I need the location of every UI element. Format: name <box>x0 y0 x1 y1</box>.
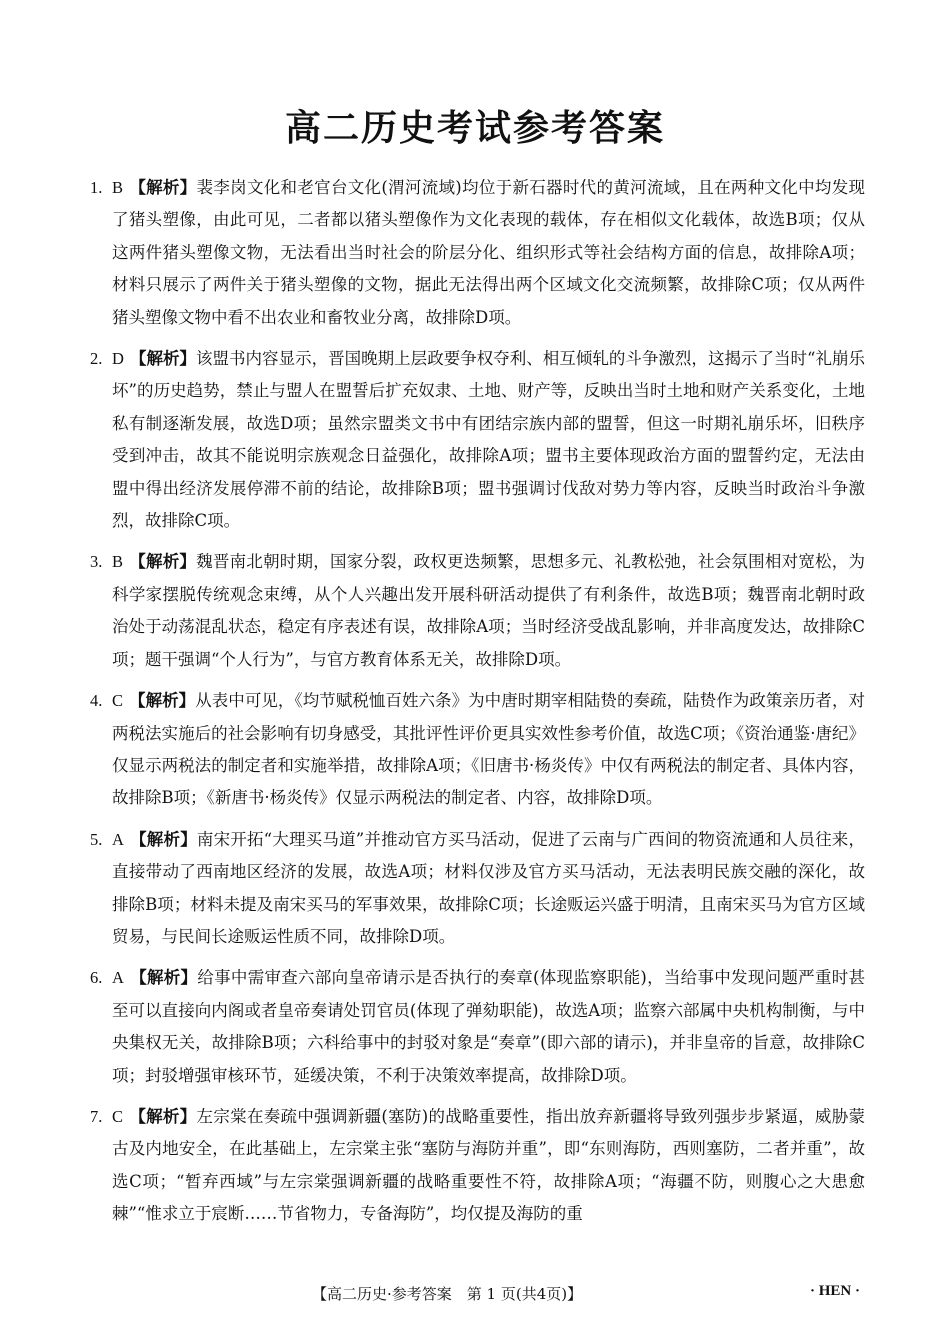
analysis-tag: 【解析】 <box>129 1106 197 1126</box>
question-number: 5. <box>90 829 103 849</box>
answer-letter: C <box>112 691 124 711</box>
answer-list <box>90 172 865 1240</box>
answer-item-1 <box>90 172 865 334</box>
answer-letter: D <box>112 349 124 369</box>
analysis-tag: 【解析】 <box>129 968 198 988</box>
analysis-text: 裴李岗文化和老官台文化(渭河流域)均位于新石器时代的黄河流域，且在两种文化中均发现了猪头塑像，由此可见，二者都以猪头塑像作为文化表现的载体，存在相似文化载体，故选B项；仅从这两件猪头塑像文物，无法看出当时社会的阶层分化、组织形式等社会结构方面的信息，故排除A项；材料只展示了两件关于猪头塑像的文物，据此无法得出两个区域文化交流频繁，故排除C项；仅从两件猪头塑像文物中看不出农业和畜牧业分离，故排除D项。 <box>112 178 866 327</box>
analysis-tag: 【解析】 <box>129 178 197 197</box>
analysis-text: 魏晋南北朝时期，国家分裂，政权更迭频繁，思想多元、礼教松弛，社会氛围相对宽松，为科学家摆脱传统观念束缚，从个人兴趣出发开展科研活动提供了有利条件，故选B项；魏晋南北朝时政治处于动荡混乱状态，稳定有序表述有误，故排除A项；当时经济受战乱影响，并非高度发达，故排除C项；题干强调“个人行为”，与官方教育体系无关，故排除D项。 <box>112 552 866 669</box>
answer-item-2 <box>90 343 865 537</box>
analysis-tag: 【解析】 <box>129 691 196 711</box>
answer-item-4 <box>90 685 865 815</box>
question-number: 7. <box>90 1106 103 1126</box>
answer-letter: B <box>112 552 124 572</box>
question-number: 2. <box>90 349 103 369</box>
answer-letter: A <box>112 829 124 849</box>
footer-page-info: 【高二历史·参考答案 第 1 页(共4页)】 <box>312 1285 583 1303</box>
question-number: 3. <box>90 552 103 572</box>
analysis-text: 给事中需审查六部向皇帝请示是否执行的奏章(体现监察职能)，当给事中发现问题严重时甚至可以直接向内阁或者皇帝奏请处罚官员(体现了弹劾职能)，故选A项；监察六部属中央机构制衡，与中央集权无关，故排除B项；六科给事中的封驳对象是“奏章”(即六部的请示)，并非皇帝的旨意，故排除C项；封驳增强审核环节，延缓决策，不利于决策效率提高，故排除D项。 <box>112 968 866 1085</box>
question-number: 6. <box>90 968 103 988</box>
answer-item-5 <box>90 824 865 954</box>
analysis-text: 左宗棠在奏疏中强调新疆(塞防)的战略重要性，指出放弃新疆将导致列强步步紧逼，威胁蒙古及内地安全，在此基础上，左宗棠主张“塞防与海防并重”，即“东则海防，西则塞防，二者并重”，故选C项；“暂弃西域”与左宗棠强调新疆的战略重要性不符，故排除A项；“海疆不防，则腹心之大患愈棘”“惟求立于宸断……节省物力，专备海防”，均仅提及海防的重 <box>112 1106 866 1224</box>
analysis-tag: 【解析】 <box>129 552 197 572</box>
analysis-text: 南宋开拓“大理买马道”并推动官方买马活动，促进了云南与广西间的物资流通和人员往来，直接带动了西南地区经济的发展，故选A项；材料仅涉及官方买马活动，无法表明民族交融的深化，故排除B项；材料未提及南宋买马的军事效果，故排除C项；长途贩运兴盛于明清，且南宋买马为官方区域贸易，与民间长途贩运性质不同，故排除D项。 <box>112 829 865 946</box>
answer-item-3 <box>90 546 865 676</box>
answer-letter: C <box>112 1106 124 1126</box>
answer-item-6 <box>90 962 865 1092</box>
answer-item-7 <box>90 1101 865 1231</box>
page-title: 高二历史考试参考答案 <box>284 108 665 149</box>
question-number: 1. <box>90 178 103 197</box>
analysis-text: 该盟书内容显示，晋国晚期上层政要争权夺利、相互倾轧的斗争激烈，这揭示了当时“礼崩乐坏”的历史趋势，禁止与盟人在盟誓后扩充奴隶、土地、财产等，反映出当时土地和财产关系变化，土地私有制逐渐发展，故选D项；虽然宗盟类文书中有团结宗族内部的盟誓，但这一时期礼崩乐坏，旧秩序受到冲击，故其不能说明宗族观念日益强化，故排除A项；盟书主要体现政治方面的盟誓约定，无法由盟中得出经济发展停滞不前的结论，故排除B项；盟书强调讨伐敌对势力等内容，反映当时政治斗争激烈，故排除C项。 <box>112 349 866 531</box>
answer-letter: A <box>112 968 124 988</box>
analysis-text: 从表中可见，《均节赋税恤百姓六条》为中唐时期宰相陆贽的奏疏，陆贽作为政策亲历者，对两税法实施后的社会影响有切身感受，其批评性评价更具实效性参考价值，故选C项；《资治通鉴·唐纪》仅显示两税法的制定者和实施举措，故排除A项；《旧唐书·杨炎传》中仅有两税法的制定者、具体内容，故排除B项；《新唐书·杨炎传》仅显示两税法的制定者、内容，故排除D项。 <box>112 691 866 808</box>
analysis-tag: 【解析】 <box>129 829 197 849</box>
analysis-tag: 【解析】 <box>129 349 196 369</box>
answer-letter: B <box>112 178 124 197</box>
footer-code: · HEN · <box>810 1283 861 1299</box>
question-number: 4. <box>90 691 103 711</box>
